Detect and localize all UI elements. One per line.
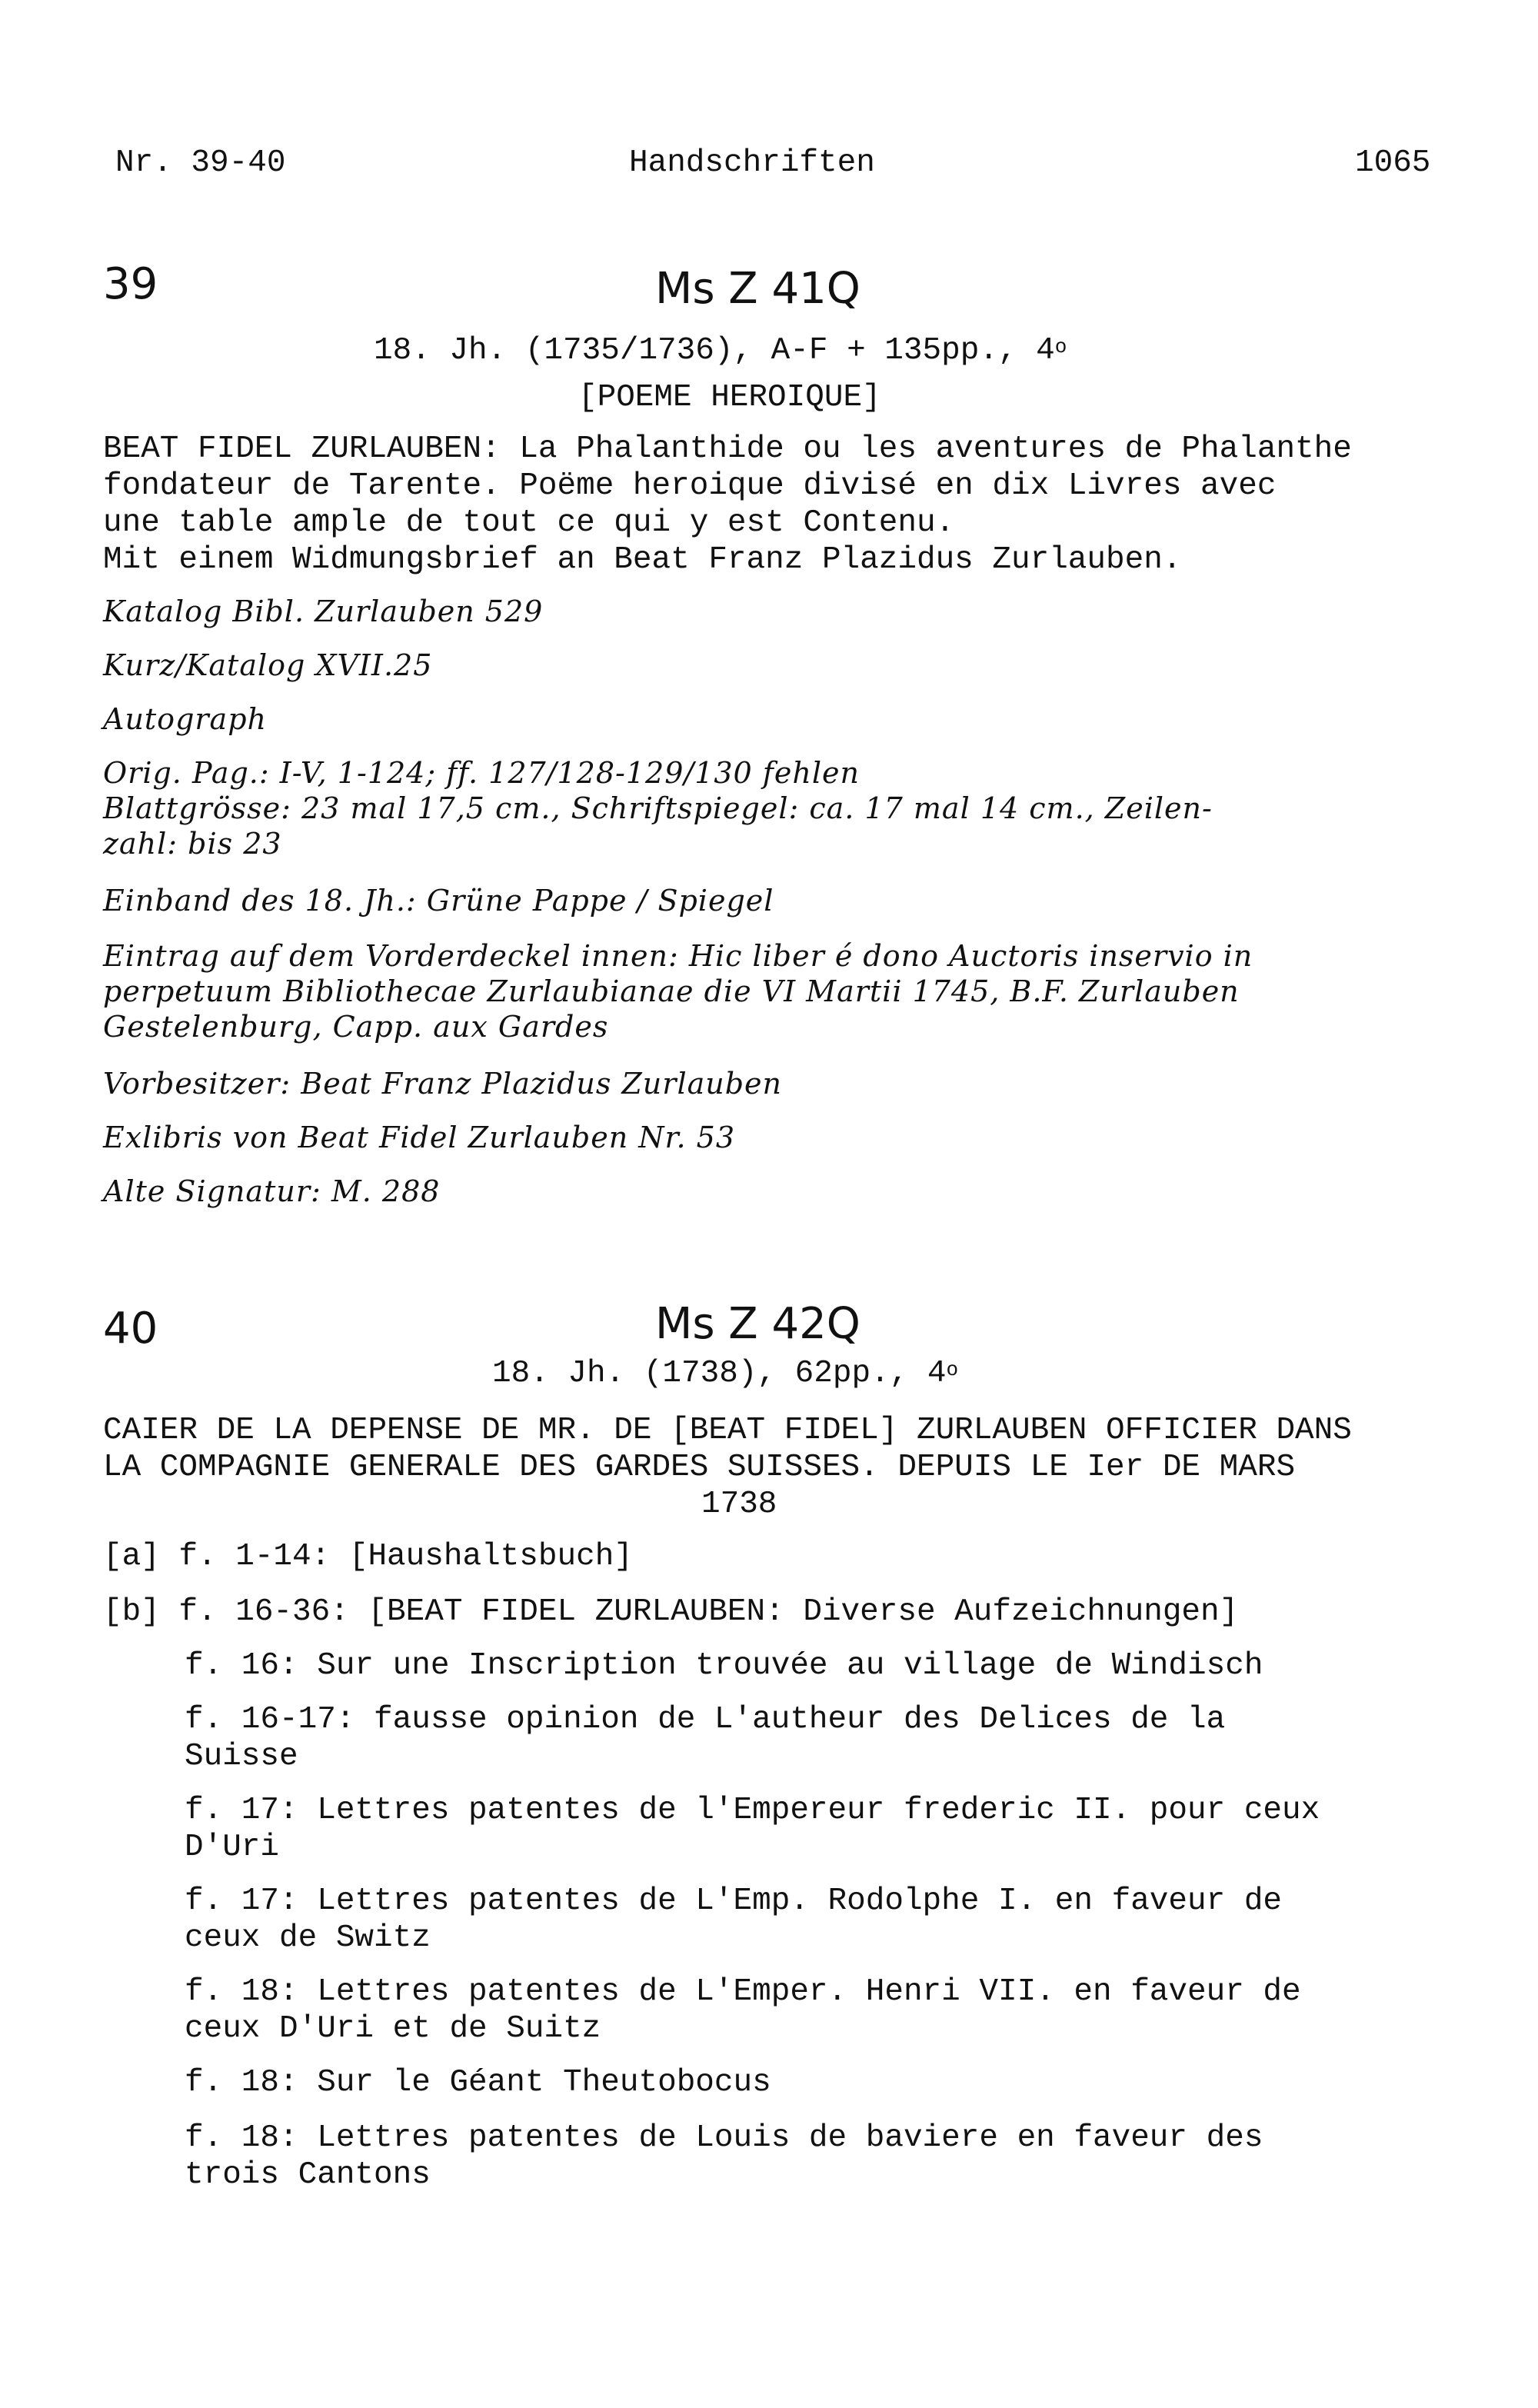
title-year: 1738 [701, 1487, 777, 1522]
header-left: Nr. 39-40 [115, 145, 286, 181]
pagination-note: Orig. Pag.: I-V, 1-124; ff. 127/128-129/130 fehlen Blattgrösse: 23 mal 17,5 cm., Schriftspiegel: ca. 17 mal 14 cm., Zeilen- zahl: bis 23 [103, 756, 1213, 861]
sub-item: f. 18: Sur le Géant Theutobocus [185, 2065, 771, 2100]
title: CAIER DE LA DEPENSE DE MR. DE [BEAT FIDEL] ZURLAUBEN OFFICIER DANS LA COMPAGNIE GENERALE DES GARDES SUISSES. DEPUIS LE Ier DE MARS [103, 1413, 1352, 1485]
sub-item: f. 16: Sur une Inscription trouvée au village de Windisch [185, 1648, 1263, 1684]
date-line: 18. Jh. (1738), 62pp., 4$^o$ [492, 1356, 959, 1391]
sub-item: f. 17: Lettres patentes de l'Empereur frederic II. pour ceux D'Uri [185, 1793, 1320, 1865]
autograph-note: Autograph [103, 702, 268, 736]
shelfmark: Ms Z 42Q [655, 1299, 861, 1349]
sub-item: f. 16-17: fausse opinion de L'autheur des Delices de la Suisse [185, 1702, 1226, 1774]
header-page-number: 1065 [1355, 145, 1431, 181]
date-line: 18. Jh. (1735/1736), A-F + 135pp., 4$^o$ [374, 333, 1067, 368]
sub-item: f. 17: Lettres patentes de L'Emp. Rodolphe I. en faveur de ceux de Switz [185, 1883, 1283, 1956]
shelfmark: Ms Z 41Q [655, 264, 861, 314]
provenance-note: Vorbesitzer: Beat Franz Plazidus Zurlauben [103, 1067, 783, 1101]
entry-number: 40 [103, 1304, 158, 1354]
binding-note: Einband des 18. Jh.: Grüne Pappe / Spiegel [103, 884, 774, 918]
part-item: [a] f. 1-14: [Haushaltsbuch] [103, 1539, 633, 1574]
bracket-title: [POEME HEROIQUE] [578, 380, 881, 415]
entry-number: 39 [103, 259, 158, 309]
header-center: Handschriften [629, 145, 875, 181]
inscription-note: Eintrag auf dem Vorderdeckel innen: Hic liber é dono Auctoris inservio in perpetuum Bibliothecae Zurlaubianae die VI Martii 1745, B.F. Zurlauben Gestelenburg, Capp. aux Gardes [103, 939, 1253, 1044]
catalog-note: Katalog Bibl. Zurlauben 529 [103, 595, 544, 628]
catalog-note: Kurz/Katalog XVII.25 [103, 648, 433, 682]
description: BEAT FIDEL ZURLAUBEN: La Phalanthide ou les aventures de Phalanthe fondateur de Tarente. Poëme heroique divisé en dix Livres avec une table ample de tout ce qui y est Contenu. Mit einem Widmungsbrief an Beat Franz Plazidus Zurlauben. [103, 431, 1352, 578]
exlibris-note: Exlibris von Beat Fidel Zurlauben Nr. 53 [103, 1121, 736, 1154]
sub-item: f. 18: Lettres patentes de L'Emper. Henri VII. en faveur de ceux D'Uri et de Suitz [185, 1974, 1301, 2047]
old-signature-note: Alte Signatur: M. 288 [103, 1174, 441, 1208]
part-item: [b] f. 16-36: [BEAT FIDEL ZURLAUBEN: Diverse Aufzeichnungen] [103, 1594, 1239, 1630]
sub-item: f. 18: Lettres patentes de Louis de baviere en faveur des trois Cantons [185, 2120, 1263, 2193]
